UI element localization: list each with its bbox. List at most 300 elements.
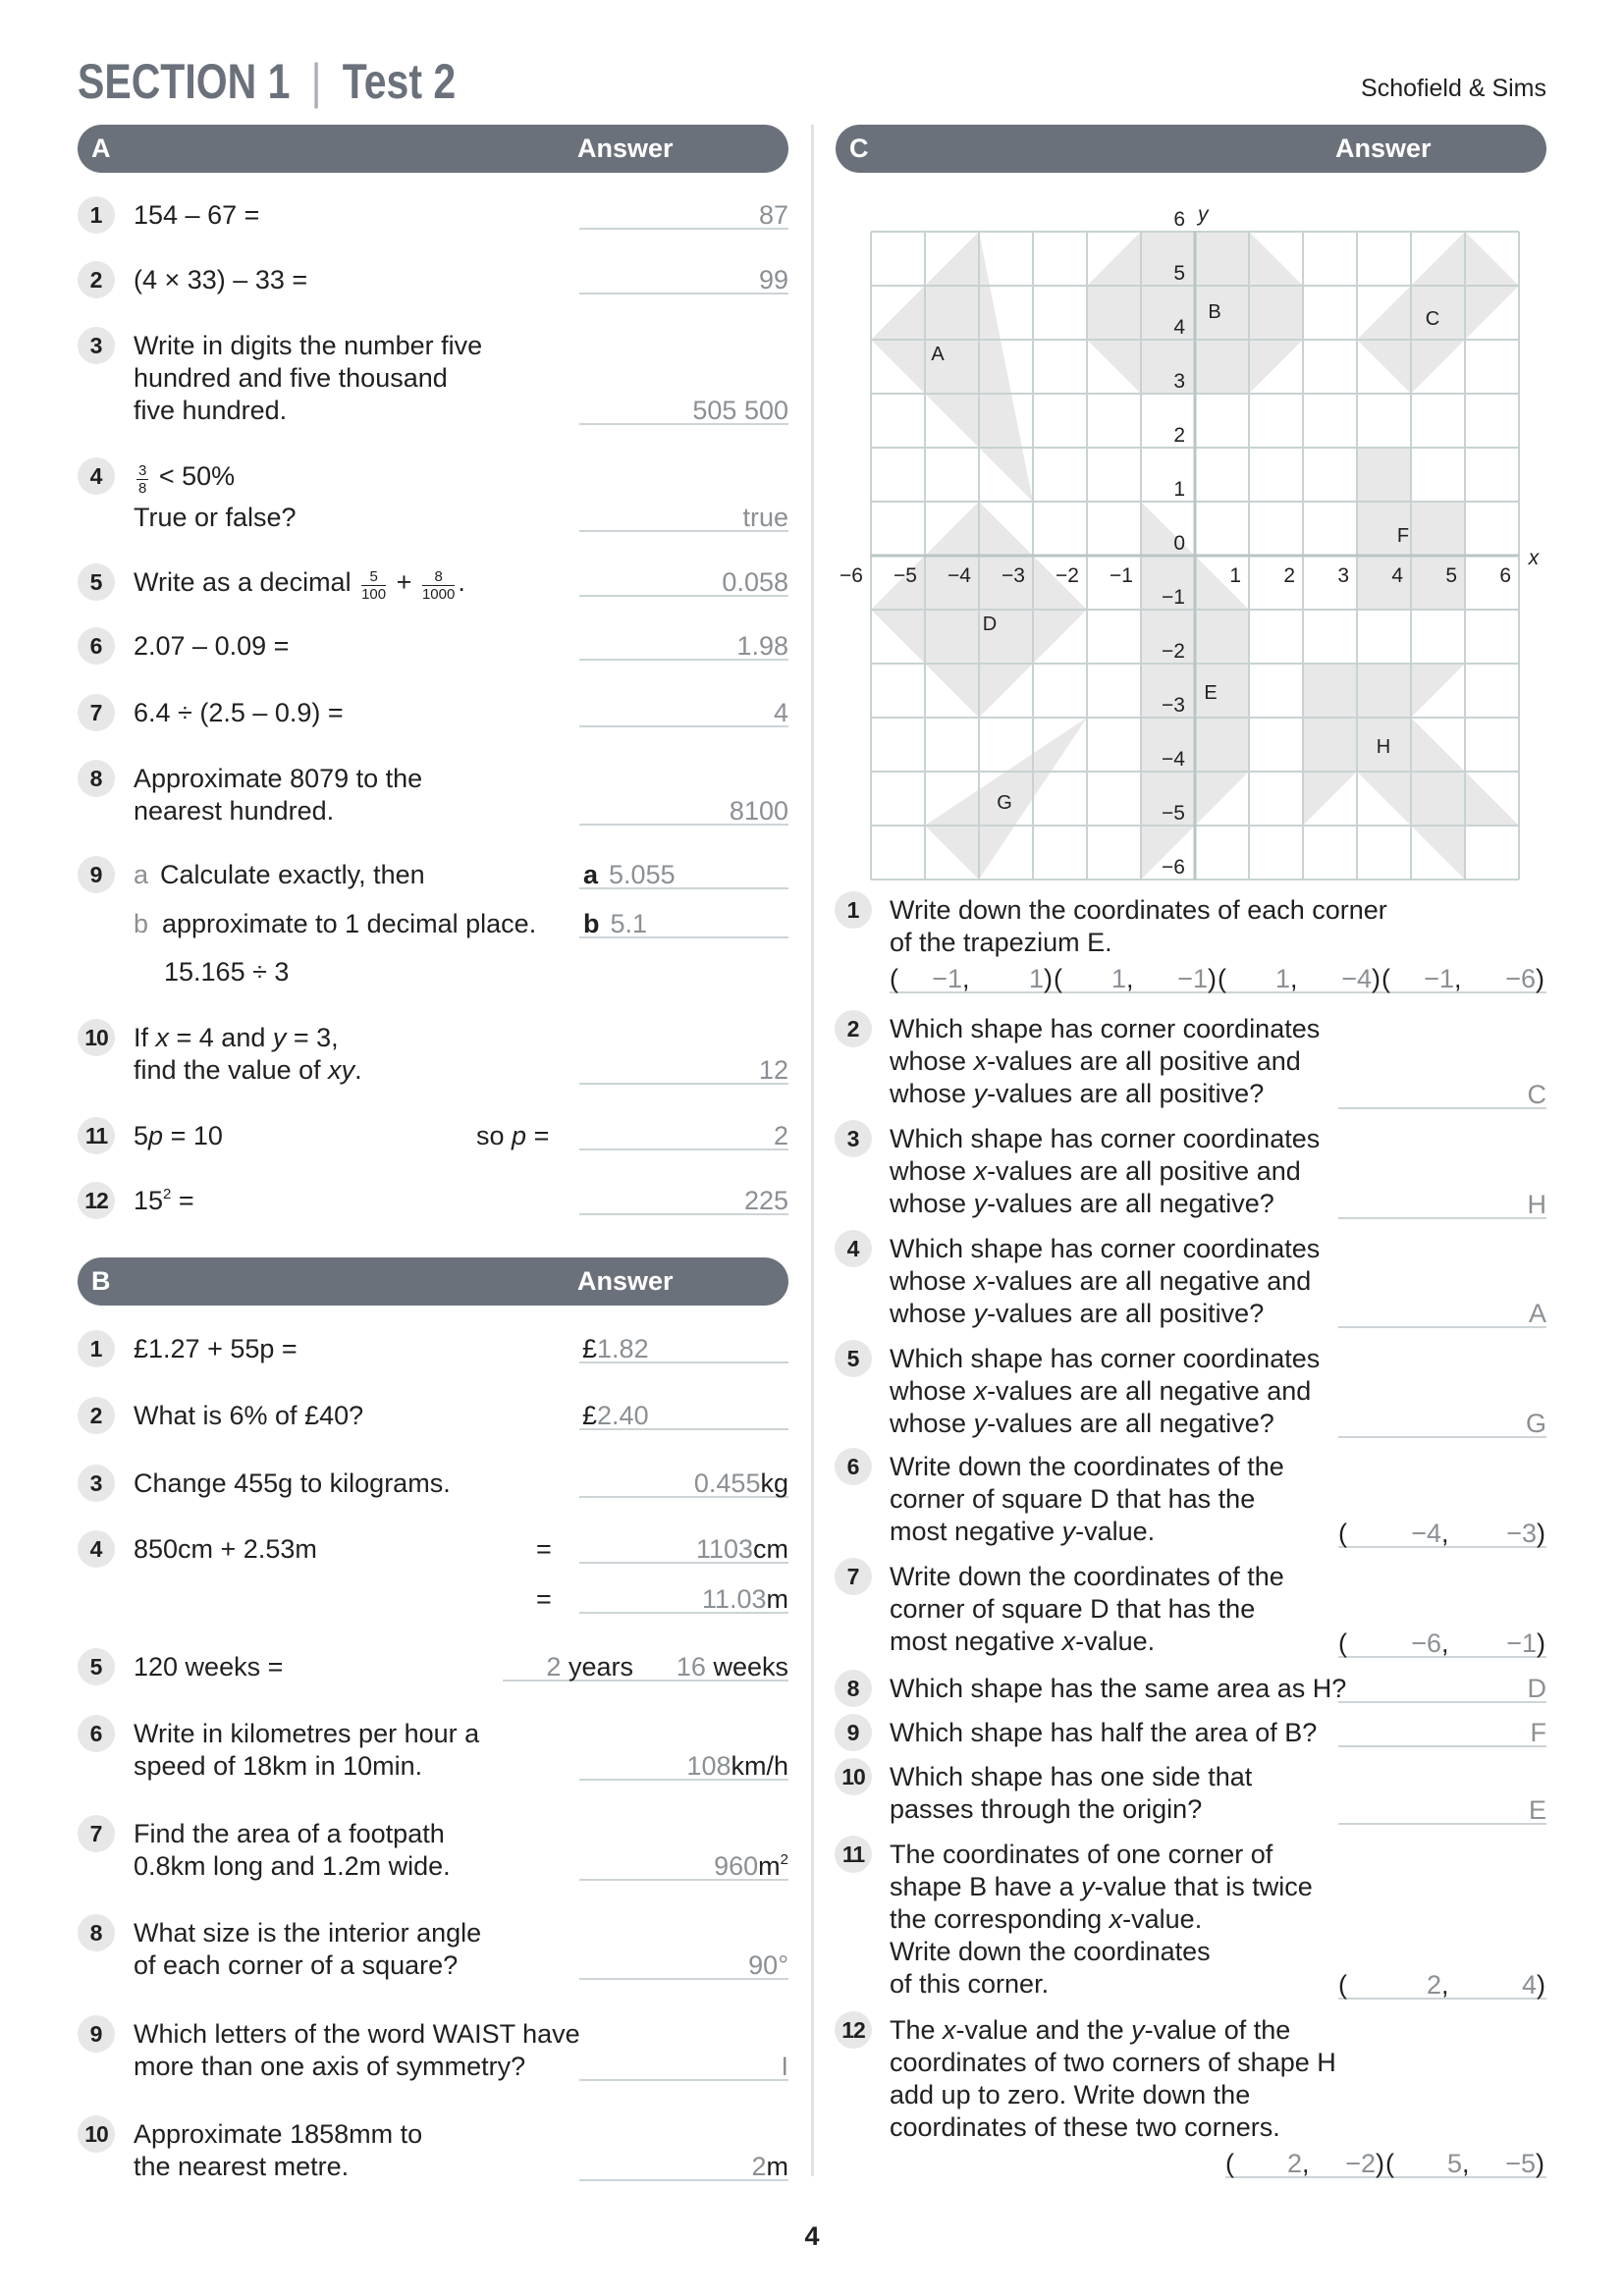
fraction-denominator: 1000 [421, 586, 456, 603]
question-line [890, 1375, 1320, 1408]
question-line: True or false? [134, 503, 297, 532]
question-text [890, 1013, 1320, 1110]
text-segment: -value of the [1144, 2015, 1291, 2045]
coordinate-pair [1218, 966, 1381, 991]
text-segment: = [526, 1121, 550, 1150]
text-segment: = 3, [286, 1023, 339, 1052]
answer-unit: m [766, 2152, 788, 2181]
x-tick-label: 2 [1283, 564, 1295, 587]
answer-years [503, 1654, 633, 1680]
shape-a [871, 232, 1033, 502]
question-text: 850cm + 2.53m [134, 1534, 317, 1564]
answer-field[interactable]: 225 [579, 1188, 788, 1215]
close-paren: ) [1536, 964, 1544, 993]
question-line: the nearest metre. [134, 2152, 350, 2181]
answer-unit: m [758, 1851, 781, 1881]
shape-g-label: G [997, 792, 1012, 814]
x-value: −1 [932, 964, 962, 993]
answer-field[interactable]: D [1338, 1676, 1546, 1703]
text-segment: -value that is twice [1094, 1872, 1313, 1901]
variable-y: y [272, 1023, 287, 1052]
text-segment: -values are all negative? [987, 1189, 1274, 1218]
x-value: −4 [1411, 1519, 1441, 1548]
question-line: Which shape has one side that [890, 1762, 1253, 1791]
question-number-badge: 7 [835, 1558, 872, 1595]
open-paren: ( [1338, 1629, 1347, 1658]
answer-field[interactable] [579, 1336, 788, 1363]
question-line [890, 1188, 1320, 1220]
question-text: Which shape has the same area as H? [890, 1674, 1347, 1703]
text-segment: . [354, 1055, 362, 1085]
question-number-badge: 1 [78, 196, 115, 234]
question-text [134, 1917, 481, 1982]
question-text [890, 894, 1387, 959]
comma: , [1126, 964, 1134, 993]
text-segment: -value. [1122, 1904, 1203, 1934]
fraction-numerator: 5 [361, 569, 386, 586]
question-number-badge: 7 [78, 1815, 115, 1852]
question-number-badge: 4 [835, 1230, 872, 1267]
question-number-badge: 8 [78, 1914, 115, 1951]
y-value: −1 [1177, 964, 1208, 993]
comma: , [1441, 1970, 1449, 2000]
question-number-badge: 12 [835, 2011, 872, 2049]
comma: , [1441, 1629, 1449, 1658]
y-tick-label: −1 [1162, 586, 1185, 609]
x-value: −6 [1411, 1629, 1441, 1658]
variable-x: x [973, 1266, 988, 1296]
open-paren: ( [1385, 2149, 1394, 2178]
currency-symbol: £ [582, 1401, 598, 1430]
answer-value: 2.40 [597, 1401, 649, 1430]
x-value: 5 [1446, 2149, 1462, 2178]
question-text [134, 1185, 194, 1217]
shape-c-label: C [1425, 308, 1440, 330]
question-line [890, 1408, 1320, 1440]
answer-unit: m [766, 1584, 788, 1614]
question-line: Write in digits the number five [134, 331, 483, 360]
open-paren: ( [1225, 2149, 1234, 2178]
question-number-badge: 3 [78, 1465, 115, 1502]
text-segment: = 10 [163, 1121, 223, 1150]
text-segment: whose [890, 1376, 974, 1406]
x-tick-label: −2 [1056, 564, 1079, 587]
question-line: Which shape has corner coordinates [890, 1234, 1321, 1263]
x-tick-label: −3 [1001, 564, 1025, 587]
coordinate-answer-field[interactable] [1338, 1630, 1546, 1658]
question-number-badge: 3 [835, 1120, 872, 1157]
question-line: Which shape has corner coordinates [890, 1344, 1321, 1373]
answer-unit: km/h [731, 1751, 788, 1781]
question-number-badge: 6 [78, 627, 115, 665]
variable-x: x [155, 1023, 170, 1052]
question-number-badge: 4 [78, 457, 115, 495]
plus-sign: + [396, 567, 412, 597]
question-number-badge: 2 [835, 1010, 872, 1047]
question-text: What is 6% of £40? [134, 1401, 364, 1430]
question-line: Write down the coordinates of the [890, 1452, 1284, 1481]
text-segment: 5 [134, 1121, 149, 1150]
answer-field[interactable]: 4 [579, 700, 788, 727]
text-segment: -values are all positive and [987, 1046, 1301, 1076]
question-text [134, 2118, 422, 2183]
answer-value: 0.455 [693, 1468, 761, 1498]
answer-weeks [633, 1654, 788, 1680]
text-segment: The [890, 2015, 944, 2045]
answer-field[interactable] [579, 1470, 788, 1498]
question-line [134, 1022, 362, 1054]
question-number-badge: 11 [835, 1836, 872, 1873]
question-text: 154 – 67 = [134, 200, 260, 230]
close-paren: ) [1208, 964, 1217, 993]
question-line: Write down the coordinates of the [890, 1562, 1284, 1591]
comma: , [1454, 964, 1462, 993]
text-segment: -value. [1075, 1627, 1156, 1656]
question-text: Calculate exactly, then [160, 860, 425, 889]
currency-symbol: £ [582, 1334, 598, 1363]
y-tick-label: −5 [1162, 802, 1185, 825]
answer-field[interactable]: 1.98 [579, 633, 788, 661]
section-c-label: C [849, 133, 869, 163]
answer-field[interactable]: 99 [579, 267, 788, 294]
question-line [890, 1078, 1320, 1110]
page-title [78, 54, 457, 109]
question-number-badge: 10 [78, 2115, 115, 2153]
question-text [134, 566, 465, 602]
question-line: The coordinates of one corner of [890, 1840, 1273, 1869]
question-number-badge: 12 [78, 1182, 115, 1219]
variable-p: p [148, 1121, 164, 1150]
x-value: −1 [1424, 964, 1454, 993]
shape-e-label: E [1204, 682, 1218, 704]
y-tick-label: −4 [1162, 748, 1185, 771]
variable-y: y [1131, 2015, 1145, 2045]
answer-field[interactable]: H [1338, 1192, 1546, 1219]
section-c-header [836, 125, 1546, 173]
y-value: −6 [1505, 964, 1536, 993]
answer-value: 108 [686, 1751, 731, 1781]
question-line [890, 1903, 1313, 1936]
answer-field[interactable]: C [1338, 1082, 1546, 1109]
text-segment: -values are all negative and [987, 1266, 1312, 1296]
question-text [890, 1123, 1320, 1220]
equals-sign: = [536, 1584, 552, 1614]
variable-y: y [973, 1299, 988, 1328]
section-a-label: A [91, 133, 111, 163]
question-line: coordinates of these two corners. [890, 2112, 1280, 2142]
answer-field[interactable] [579, 1753, 788, 1781]
variable-xy: xy [328, 1055, 355, 1085]
question-text [890, 1343, 1320, 1440]
answer-field[interactable] [579, 1403, 788, 1430]
question-line: Find the area of a footpath [134, 1819, 445, 1848]
fraction [136, 463, 148, 496]
title-separator: | [310, 54, 322, 109]
question-line [890, 1626, 1284, 1658]
answer-field-a[interactable] [579, 862, 788, 889]
text-segment: so [476, 1121, 513, 1150]
text-segment: -values are all positive? [987, 1079, 1265, 1108]
question-line: coordinates of two corners of shape H [890, 2048, 1336, 2077]
question-line: five hundred. [134, 396, 288, 425]
text-segment: whose [890, 1189, 974, 1218]
question-line: more than one axis of symmetry? [134, 2052, 526, 2081]
variable-x: x [1109, 1904, 1123, 1934]
question-number-badge: 2 [78, 1397, 115, 1434]
section-b-header [78, 1257, 788, 1306]
answer-field[interactable]: I [579, 2054, 788, 2081]
exponent: 2 [163, 1186, 172, 1202]
variable-y: y [973, 1079, 988, 1108]
answer-field[interactable] [579, 1853, 788, 1881]
text-segment: whose [890, 1156, 974, 1186]
text-segment: whose [890, 1409, 974, 1438]
answer-field[interactable]: A [1338, 1301, 1546, 1328]
answer-column-header: Answer [577, 133, 674, 163]
question-line [890, 1265, 1320, 1298]
coordinate-pair [1054, 966, 1218, 991]
close-paren: ) [1372, 964, 1380, 993]
question-number-badge: 5 [78, 563, 115, 601]
test-label: Test 2 [342, 54, 457, 109]
text-segment: -values are all positive? [987, 1299, 1265, 1328]
section-a-header [78, 125, 788, 173]
coordinate-grid [835, 196, 1571, 893]
x-tick-label: −1 [1110, 564, 1133, 587]
question-text-part: Write as a decimal [134, 567, 352, 597]
question-text [134, 460, 235, 496]
answer-value: 5.1 [610, 909, 648, 938]
question-text [134, 1022, 362, 1087]
question-line: of the trapezium E. [890, 928, 1112, 957]
answer-field[interactable]: 0.058 [579, 569, 788, 597]
variable-y: y [973, 1189, 988, 1218]
question-number-badge: 5 [835, 1340, 872, 1377]
answer-field[interactable]: 87 [579, 202, 788, 230]
y-tick-label: 0 [1173, 532, 1185, 555]
x-value: 2 [1286, 2149, 1302, 2178]
coordinate-answer-field[interactable] [1338, 1521, 1546, 1548]
question-line: passes through the origin? [890, 1794, 1203, 1824]
answer-prompt [476, 1120, 549, 1152]
text-segment: -values are all positive and [987, 1156, 1301, 1186]
shape-f-label: F [1396, 525, 1410, 547]
close-paren: ) [1376, 2149, 1384, 2178]
answer-field[interactable]: E [1338, 1797, 1546, 1825]
question-expression: 15.165 ÷ 3 [164, 957, 290, 987]
question-line [890, 1871, 1313, 1903]
y-axis-label: y [1198, 203, 1209, 226]
question-number-badge: 2 [78, 261, 115, 298]
question-line: hundred and five thousand [134, 363, 448, 393]
fraction-numerator: 3 [138, 462, 147, 479]
variable-y: y [973, 1409, 988, 1438]
answer-field[interactable]: 8100 [579, 798, 788, 826]
x-tick-label: −4 [947, 564, 971, 587]
question-number-badge: 1 [835, 891, 872, 929]
text-segment: -values are all negative? [987, 1409, 1274, 1438]
question-number-badge: 8 [835, 1670, 872, 1707]
x-tick-label: 6 [1499, 564, 1511, 587]
answer-value: 2 [546, 1652, 562, 1682]
question-line: What size is the interior angle [134, 1918, 482, 1948]
answer-field[interactable]: 2 [579, 1123, 788, 1150]
variable-y: y [1061, 1517, 1076, 1546]
comma: , [1462, 2149, 1470, 2178]
question-text [134, 1818, 451, 1883]
question-text: 2.07 – 0.09 = [134, 631, 290, 661]
answer-field[interactable] [579, 2154, 788, 2181]
question-line [890, 1045, 1320, 1078]
section-label: SECTION 1 [78, 54, 291, 109]
question-line: corner of square D that has the [890, 1594, 1256, 1624]
question-text: 120 weeks = [134, 1652, 284, 1682]
question-line: Which shape has corner coordinates [890, 1124, 1321, 1153]
question-text: £1.27 + 55p = [134, 1334, 298, 1363]
y-tick-label: 4 [1173, 316, 1185, 339]
answer-field-m[interactable] [579, 1586, 788, 1614]
open-paren: ( [1381, 964, 1390, 993]
y-value: −3 [1506, 1519, 1537, 1548]
answer-column-header: Answer [1335, 133, 1432, 163]
coordinate-pair [1225, 2151, 1385, 2176]
coordinate-answer-field[interactable] [1338, 1972, 1546, 2000]
question-text: approximate to 1 decimal place. [162, 909, 537, 938]
answer-value: 2 [751, 2152, 767, 2181]
answer-value: 16 [676, 1652, 706, 1682]
coordinate-pair [1381, 966, 1545, 991]
question-number-badge: 6 [78, 1715, 115, 1752]
column-divider [811, 125, 814, 2176]
answer-value: 960 [714, 1851, 759, 1881]
y-tick-label: 5 [1173, 262, 1185, 285]
variable-p: p [512, 1121, 527, 1150]
question-text [890, 2014, 1336, 2144]
y-tick-label: −6 [1162, 856, 1185, 879]
answer-field-cm[interactable] [579, 1536, 788, 1564]
text-segment: whose [890, 1046, 974, 1076]
question-text: Change 455g to kilograms. [134, 1468, 451, 1498]
answer-unit: years [568, 1652, 633, 1682]
full-stop: . [458, 567, 465, 597]
variable-x: x [973, 1156, 988, 1186]
text-segment: -value. [1075, 1517, 1156, 1546]
close-paren: ) [1537, 1519, 1545, 1548]
fraction [361, 569, 386, 602]
part-label: a [134, 860, 149, 889]
question-number-badge: 9 [78, 2015, 115, 2053]
question-line: nearest hundred. [134, 796, 335, 826]
question-line: Write in kilometres per hour a [134, 1719, 480, 1748]
question-text [134, 1120, 223, 1152]
comma: , [1302, 2149, 1310, 2178]
text-segment: If [134, 1023, 156, 1052]
question-line: of each corner of a square? [134, 1950, 459, 1980]
answer-field[interactable]: true [579, 505, 788, 532]
question-text [890, 1561, 1284, 1658]
question-number-badge: 11 [78, 1117, 115, 1154]
text-segment: whose [890, 1299, 974, 1328]
open-paren: ( [1218, 964, 1226, 993]
answer-field[interactable]: 505 500 [579, 398, 788, 425]
fraction-denominator: 100 [361, 586, 387, 603]
question-number-badge: 6 [835, 1448, 872, 1485]
text-segment: most negative [890, 1627, 1062, 1656]
shape-h-label: H [1376, 736, 1391, 758]
answer-field-b[interactable] [579, 911, 788, 938]
x-tick-label: 1 [1229, 564, 1241, 587]
y-tick-label: 1 [1173, 478, 1185, 501]
question-text [134, 1718, 479, 1783]
fraction [422, 569, 455, 602]
close-paren: ) [1044, 964, 1053, 993]
comma: , [1441, 1519, 1449, 1548]
answer-field[interactable]: 90° [579, 1952, 788, 1980]
question-number-badge: 7 [78, 694, 115, 731]
answer-value: 5.055 [609, 860, 676, 889]
question-line [890, 1516, 1284, 1548]
answer-field[interactable] [503, 1654, 788, 1682]
page-number: 4 [804, 2221, 820, 2251]
question-line: Which letters of the word WAIST have [134, 2019, 580, 2049]
text-segment: -values are all negative and [987, 1376, 1312, 1406]
part-label: b [134, 909, 149, 938]
text-segment: most negative [890, 1517, 1062, 1546]
question-line: 0.8km long and 1.2m wide. [134, 1851, 451, 1881]
unit-exponent: 2 [780, 1851, 788, 1868]
text-segment: shape B have a [890, 1872, 1082, 1901]
comma: , [962, 964, 970, 993]
answer-value: 11.03 [701, 1584, 767, 1614]
coordinates-answer-field[interactable] [1225, 2151, 1546, 2178]
question-text [134, 2018, 580, 2083]
variable-x: x [973, 1376, 988, 1406]
answer-part-label: a [583, 860, 599, 889]
variable-y: y [1081, 1872, 1095, 1901]
question-line: Approximate 8079 to the [134, 764, 423, 793]
open-paren: ( [890, 964, 898, 993]
coordinate-pair [890, 966, 1054, 991]
question-line: of this corner. [890, 1969, 1050, 1999]
y-value: −5 [1505, 2149, 1536, 2178]
question-text [890, 1451, 1284, 1548]
question-number-badge: 10 [78, 1019, 115, 1056]
answer-field[interactable]: 12 [579, 1057, 788, 1085]
x-tick-label: 5 [1445, 564, 1457, 587]
question-line: add up to zero. Write down the [890, 2080, 1251, 2109]
question-line: corner of square D that has the [890, 1484, 1256, 1514]
text-segment: whose [890, 1079, 974, 1108]
close-paren: ) [1537, 1970, 1545, 2000]
answer-unit: kg [760, 1468, 788, 1498]
answer-field[interactable]: F [1338, 1720, 1546, 1747]
answer-value: 1.82 [597, 1334, 649, 1363]
coordinate-pair [1385, 2151, 1545, 2176]
question-number-badge: 8 [78, 760, 115, 797]
coordinates-answer-field[interactable] [890, 966, 1546, 993]
shape-a-label: A [931, 344, 945, 365]
question-text [134, 330, 482, 427]
y-tick-label: −3 [1162, 694, 1185, 717]
question-number-badge: 9 [835, 1714, 872, 1751]
open-paren: ( [1054, 964, 1062, 993]
text-segment: = 4 and [169, 1023, 273, 1052]
question-text [890, 1761, 1252, 1826]
close-paren: ) [1536, 2149, 1544, 2178]
answer-field[interactable]: G [1338, 1411, 1546, 1438]
question-number-badge: 4 [78, 1530, 115, 1568]
comma: , [1290, 964, 1298, 993]
